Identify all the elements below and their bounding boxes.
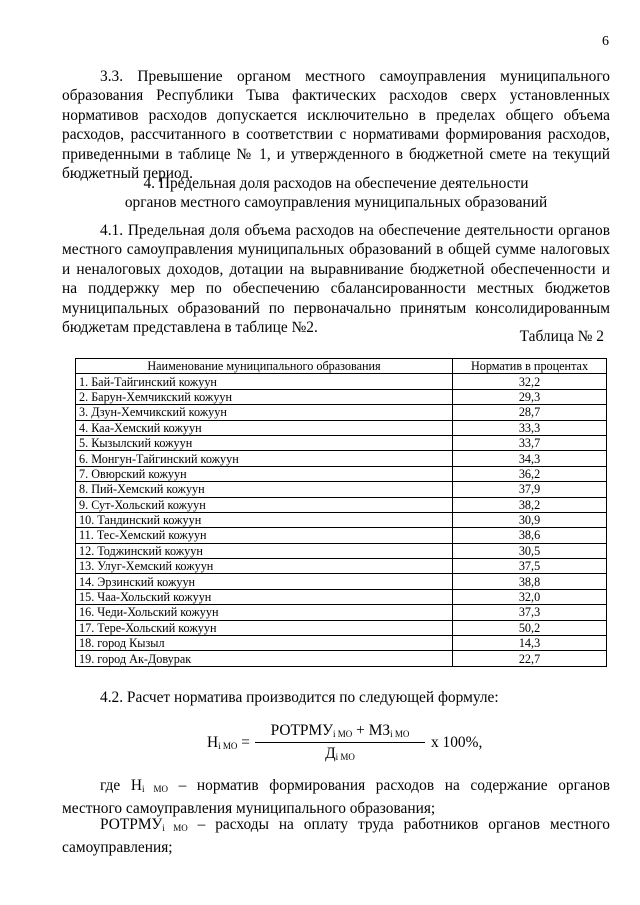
formula-lhs: $Н_{i МО}$ = [207,734,250,751]
municipality-name-cell: 4. Каа-Хемский кожуун [76,420,453,435]
municipality-name-cell: 6. Монгун-Тайгинский кожуун [76,451,453,466]
formula-rhs: х 100%, [431,734,483,751]
norm-value-cell: 36,2 [453,466,607,481]
norm-value-cell: 50,2 [453,620,607,635]
table-row [76,451,607,466]
municipality-name-cell: 12. Тоджинский кожуун [76,543,453,558]
table-row [76,482,607,497]
column-header-name: Наименование муниципального образования [76,359,453,374]
norm-value-cell: 14,3 [453,636,607,651]
table-row [76,589,607,604]
table-row [76,528,607,543]
table-row [76,636,607,651]
norm-value-cell: 38,8 [453,574,607,589]
municipality-name-cell: 5. Кызылский кожуун [76,435,453,450]
municipality-name-cell: 18. город Кызыл [76,636,453,651]
table-row [76,389,607,404]
norm-value-cell: 22,7 [453,651,607,666]
table-caption: Таблица № 2 [519,328,604,345]
municipality-name-cell: 14. Эрзинский кожуун [76,574,453,589]
paragraph-4-1: 4.1. Предельная доля объема расходов на обеспечение деятельности органов местного самоуправления муниципальных образований в общей сумме налоговых и неналоговых доходов, дотации на выравнивание бюджетной обеспеченности и на поддержку мер по обеспечению сбалансированности местных бюджетов муниципальных образований по первоначально принятым консолидированным бюджетам представлена в таблице №2. [62,222,610,337]
norm-value-cell: 37,5 [453,559,607,574]
definition-rotrmu: $РОТРМУ_{i МО}$ – расходы на оплату труда работников органов местного самоуправления; [62,816,610,857]
column-header-norm: Норматив в процентах [453,359,607,374]
norm-value-cell: 37,9 [453,482,607,497]
section-4-heading-line-2: органов местного самоуправления муниципальных образований [124,194,548,212]
norm-value-cell: 30,5 [453,543,607,558]
municipality-name-cell: 13. Улуг-Хемский кожуун [76,559,453,574]
norm-value-cell: 28,7 [453,405,607,420]
table-row [76,574,607,589]
formula-numerator: $РОТРМУ_{i МО} + МЗ_{i МО}$ [255,722,425,743]
table-row [76,497,607,512]
municipality-name-cell: 10. Тандинский кожуун [76,512,453,527]
municipality-name-cell: 16. Чеди-Хольский кожуун [76,605,453,620]
norm-value-cell: 34,3 [453,451,607,466]
table-row [76,420,607,435]
table-row [76,559,607,574]
section-4-heading [62,174,610,213]
table-row [76,405,607,420]
municipality-name-cell: 19. город Ак-Довурак [76,651,453,666]
table-row [76,466,607,481]
norm-value-cell: 32,2 [453,374,607,389]
table-row [76,605,607,620]
norms-table [75,358,607,667]
table-row [76,543,607,558]
table-row [76,512,607,527]
municipality-name-cell: 17. Тере-Хольский кожуун [76,620,453,635]
norm-value-cell: 30,9 [453,512,607,527]
formula-fraction [255,722,425,763]
norm-value-cell: 38,2 [453,497,607,512]
table-row [76,435,607,450]
table-header-row [76,359,607,374]
municipality-name-cell: 2. Барун-Хемчикский кожуун [76,389,453,404]
page-number: 6 [602,34,609,49]
municipality-name-cell: 8. Пий-Хемский кожуун [76,482,453,497]
norm-value-cell: 33,3 [453,420,607,435]
norm-value-cell: 38,6 [453,528,607,543]
table-row [76,651,607,666]
paragraph-4-2: 4.2. Расчет норматива производится по следующей формуле: [100,689,499,706]
municipality-name-cell: 3. Дзун-Хемчикский кожуун [76,405,453,420]
norm-value-cell: 33,7 [453,435,607,450]
norm-formula [207,722,507,770]
norm-value-cell: 37,3 [453,605,607,620]
definition-norm: где $Н_{i МО}$ – норматив формирования расходов на содержание органов местного самоуправления муниципального образования; [62,777,610,818]
municipality-name-cell: 9. Сут-Хольский кожуун [76,497,453,512]
municipality-name-cell: 15. Чаа-Хольский кожуун [76,589,453,604]
norm-value-cell: 32,0 [453,589,607,604]
municipality-name-cell: 11. Тес-Хемский кожуун [76,528,453,543]
norm-value-cell: 29,3 [453,389,607,404]
municipality-name-cell: 7. Овюрский кожуун [76,466,453,481]
formula-denominator: $Д_{i МО}$ [325,745,355,762]
municipality-name-cell: 1. Бай-Тайгинский кожуун [76,374,453,389]
table-row [76,374,607,389]
table-row [76,620,607,635]
paragraph-3-3: 3.3. Превышение органом местного самоуправления муниципального образования Республики Тыва фактических расходов сверх установленных нормативов расходов допускается исключительно в пределах общего объема расходов, рассчитанного в соответствии с нормативами формирования расходов, приведенными в таблице № 1, и утвержденного в бюджетной смете на текущий бюджетный период. [62,68,610,183]
section-4-heading-line-1: 4. Предельная доля расходов на обеспечение деятельности [143,175,529,192]
